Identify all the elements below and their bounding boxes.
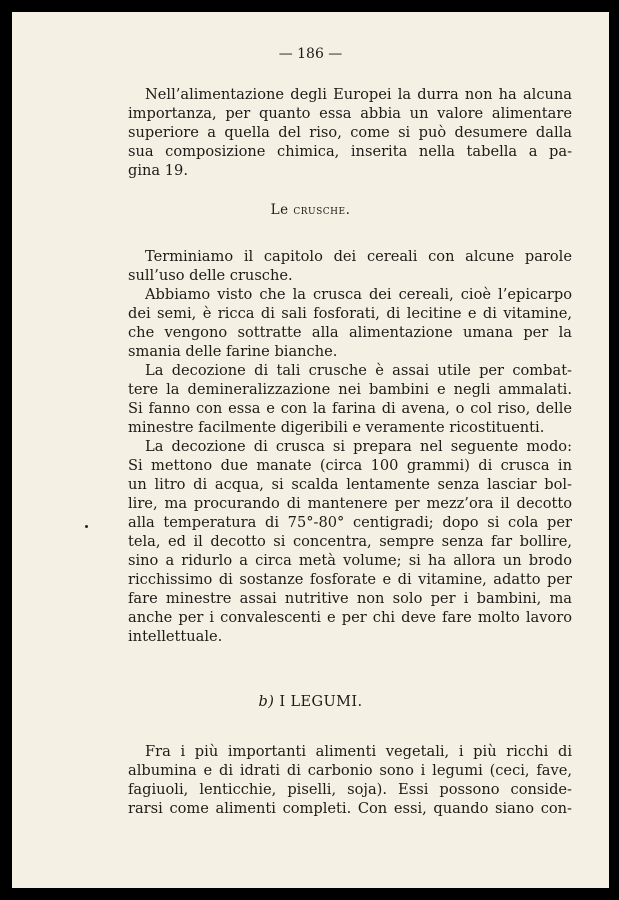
text-line: sua composizione chimica, inserita nella tabella a pa-	[128, 143, 572, 160]
text-line: un litro di acqua, si scalda lentamente senza lasciar bol-	[128, 476, 572, 493]
text-line: Terminiamo il capitolo dei cereali con alcune parole	[145, 248, 572, 265]
text-line: Si mettono due manate (circa 100 grammi) di crusca in	[128, 457, 572, 474]
text-line: fare minestre assai nutritive non solo per i bambini, ma	[128, 590, 572, 607]
text-line: lire, ma procurando di mantenere per mezz’ora il decotto	[128, 495, 572, 512]
text-line: anche per i convalescenti e per chi deve fare molto lavoro	[128, 609, 572, 626]
section-heading-crusche	[12, 202, 609, 218]
book-page	[12, 12, 609, 888]
text-line: rarsi come alimenti completi. Con essi, quando siano con-	[128, 800, 572, 817]
text-line: gina 19.	[128, 162, 188, 179]
text-line: La decozione di crusca si prepara nel seguente modo:	[145, 438, 572, 455]
text-line: alla temperatura di 75°-80° centigradi; dopo si cola per	[128, 514, 572, 531]
heading-prefix: Le	[270, 202, 289, 218]
page-number: — 186 —	[278, 46, 343, 62]
text-line: dei semi, è ricca di sali fosforati, di lecitine e di vitamine,	[128, 305, 572, 322]
text-line: smania delle farine bianche.	[128, 343, 338, 360]
text-line: sino a ridurlo a circa metà volume; si ha allora un brodo	[128, 552, 572, 569]
text-line: ricchissimo di sostanze fosforate e di vitamine, adatto per	[128, 571, 572, 588]
text-line: fagiuoli, lenticchie, piselli, soja). Essi possono conside-	[128, 781, 572, 798]
margin-mark	[85, 525, 88, 528]
text-line: Si fanno con essa e con la farina di avena, o col riso, delle	[128, 400, 572, 417]
heading-letter: b)	[258, 694, 275, 710]
text-line: Abbiamo visto che la crusca dei cereali, cioè l’epicarpo	[145, 286, 572, 303]
heading-word: crusche.	[293, 202, 351, 218]
text-line: sull’uso delle crusche.	[128, 267, 293, 284]
text-line: superiore a quella del riso, come si può desumere dalla	[128, 124, 572, 141]
text-line: La decozione di tali crusche è assai utile per combat-	[145, 362, 572, 379]
heading-title: I LEGUMI.	[279, 694, 363, 710]
text-line: minestre facilmente digeribili e veramente ricostituenti.	[128, 419, 545, 436]
section-heading-legumi	[12, 694, 609, 710]
text-line: albumina e di idrati di carbonio sono i legumi (ceci, fave,	[128, 762, 572, 779]
text-line: intellettuale.	[128, 628, 223, 645]
text-line: tere la demineralizzazione nei bambini e negli ammalati.	[128, 381, 572, 398]
text-line: Fra i più importanti alimenti vegetali, i più ricchi di	[145, 743, 572, 760]
text-line: tela, ed il decotto si concentra, sempre senza far bollire,	[128, 533, 572, 550]
text-line: che vengono sottratte alla alimentazione umana per la	[128, 324, 572, 341]
text-line: Nell’alimentazione degli Europei la durra non ha alcuna	[145, 86, 572, 103]
text-line: importanza, per quanto essa abbia un valore alimentare	[128, 105, 572, 122]
